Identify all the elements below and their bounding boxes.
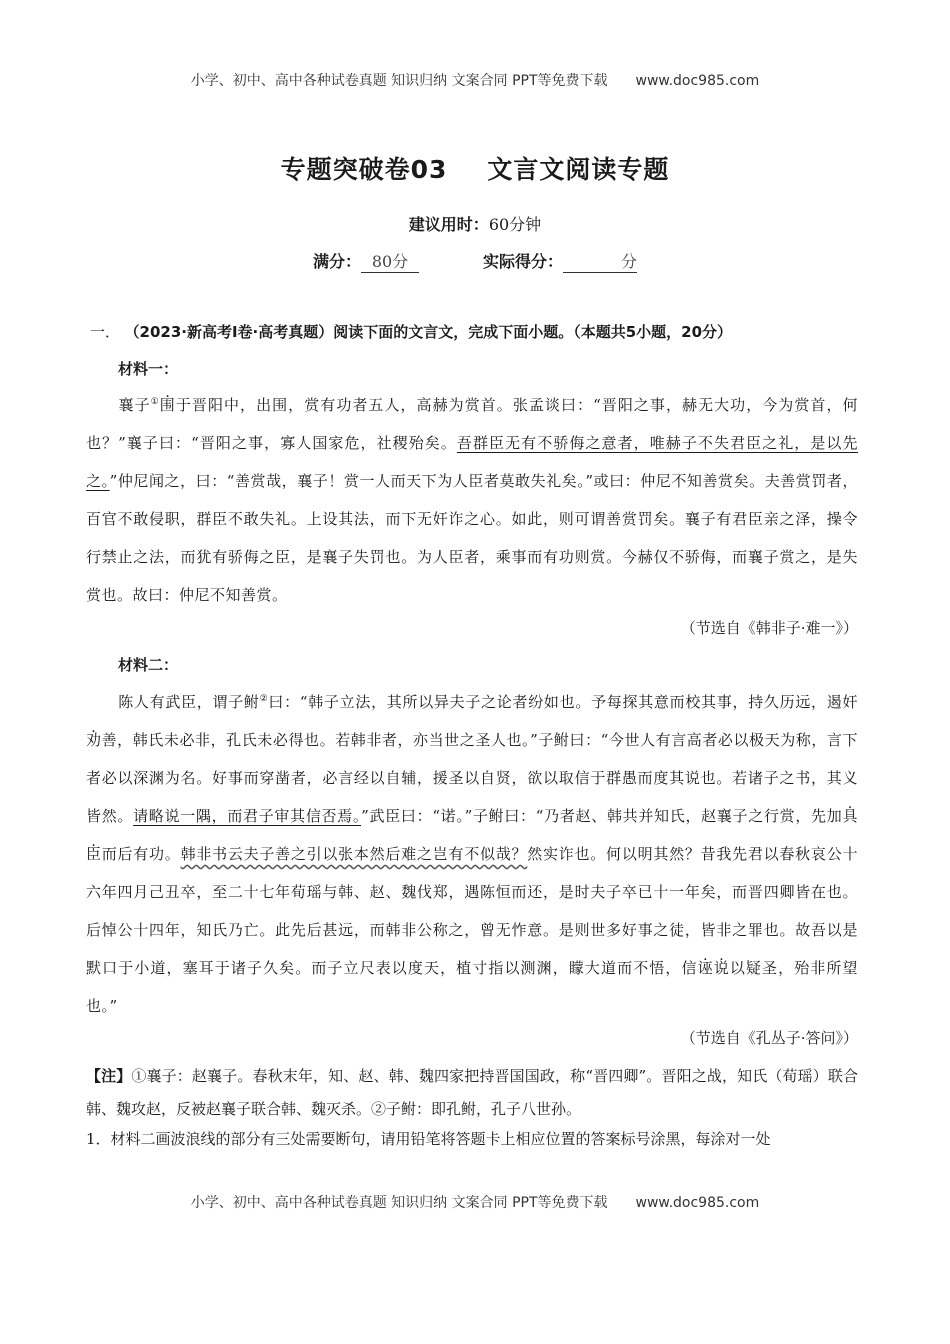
suggested-time [0,212,950,235]
annotation-note [86,1060,858,1126]
material2-text: 陈人有武臣，谓子鲋②曰：“韩子立法，其所以异夫子之论者纷如也。予每探其意而校其事，持久历远，遏奸劝善，韩氏未必非，孔氏未必得也。若韩非者，亦当世之圣人也。”子鲋曰：“今世人有言高者必以极天为称，言下者必以深渊为名。好事而穿凿者，必言经以自辅，援圣以自贤，欲以取信于群愚而度其说也。若诸子之书，其义皆然。请略说一隅，而君子审其信否焉。”武臣曰：“诺。”子鲋曰：“乃者赵、韩共并知氏，赵襄子之行赏，先加具臣而后有功。韩非书云夫子善之引以张本然后难之岂有不似哉？然实诈也。何以明其然？昔我先君以春秋哀公十六年四月己丑卒，至二十七年荀瑶与韩、赵、魏伐郑，遇陈恒而还，是时夫子卒已十一年矣，而晋四卿皆在也。后悼公十四年，知氏乃亡。此先后甚远，而韩非公称之，曾无怍意。是则世多好事之徒，皆非之罪也。故吾以是默口于小道，塞耳于诸子久矣。而子立尺表以度天，植寸指以测渊，矇大道而不悟，信诬说以疑圣，殆非所望也。” [86,693,858,1015]
note-ref-1: ① [150,397,160,407]
actual-score-field[interactable]: 分 [563,249,637,273]
title-right: 文言文阅读专题 [487,155,670,184]
underlined-sentence: 吾群臣无有不骄侮之意者，唯赫子不失君臣之礼，是以先之。 [86,434,858,490]
full-score-label: 满分： [312,252,361,271]
time-label: 建议用时： [408,215,489,234]
dotted-char: 围 [159,396,176,414]
question-1: 1．材料二画波浪线的部分有三处需要断句，请用铅笔将答题卡上相应位置的答案标号涂黑，每涂对一处 [86,1130,771,1148]
material2-source: （节选自《孔丛子·答问》） [680,1029,858,1047]
dotted-char: 劝 [86,731,102,749]
question-heading-text: （2023·新高考Ⅰ卷·高考真题）阅读下面的文言文，完成下面小题。（本题共5小题，20分） [132,323,733,341]
dotted-char: 臣 [86,845,102,863]
underlined-sentence: 请略说一隅，而君子审其信否焉。 [133,807,362,825]
material1-label: 材料一： [118,360,179,378]
note-ref-2: ② [259,694,269,704]
note-text: ①襄子：赵襄子。春秋末年，知、赵、韩、魏四家把持晋国国政，称“晋四卿”。晋阳之战，知氏（荀瑶）联合韩、魏攻赵，反被赵襄子联合韩、魏灭杀。②子鲋：即孔鲋，孔子八世孙。 [86,1067,858,1118]
page-header [0,70,950,90]
dotted-char: 具 [842,807,858,825]
dotted-char: 诬 [697,959,714,977]
note-label: 【注】 [86,1067,132,1085]
time-value: 60分钟 [488,215,542,234]
material2-label: 材料二： [118,656,179,674]
dotted-char: 说 [713,959,730,977]
header-text: 小学、初中、高中各种试卷真题 知识归纳 文案合同 PPT等免费下载 [190,73,608,89]
material1-source: （节选自《韩非子·难一》） [680,619,858,637]
page-title [0,150,950,186]
question-number: 一． [90,323,121,341]
header-site-link[interactable]: www.doc985.com [635,73,760,89]
wavy-underlined-sentence: 韩非书云夫子善之引以张本然后难之岂有不似哉？ [180,845,528,863]
full-score-value: 80分 [361,249,419,273]
actual-score-label: 实际得分： [483,252,564,271]
page-footer [0,1192,950,1212]
footer-site-link[interactable]: www.doc985.com [635,1195,760,1211]
question-heading [90,321,870,342]
material1-text: 襄子①围于晋阳中，出围，赏有功者五人，高赫为赏首。张孟谈曰：“晋阳之事，赫无大功，今为赏首，何也？”襄子曰：“晋阳之事，寡人国家危，社稷殆矣。吾群臣无有不骄侮之意者，唯赫子不失君臣之礼，是以先之。”仲尼闻之，曰：“善赏哉，襄子！赏一人而天下为人臣者莫敢失礼矣。”或曰：仲尼不知善赏矣。夫善赏罚者，百官不敢侵职，群臣不敢失礼。上设其法，而下无奸诈之心。如此，则可谓善赏罚矣。襄子有君臣亲之泽，操令行禁止之法，而犹有骄侮之臣，是襄子失罚也。为人臣者，乘事而有功则赏。今赫仅不骄侮，而襄子赏之，是失赏也。故曰：仲尼不知善赏。 [86,396,858,604]
title-left: 专题突破卷03 [280,155,448,184]
score-line [0,249,950,273]
footer-text: 小学、初中、高中各种试卷真题 知识归纳 文案合同 PPT等免费下载 [190,1195,608,1211]
